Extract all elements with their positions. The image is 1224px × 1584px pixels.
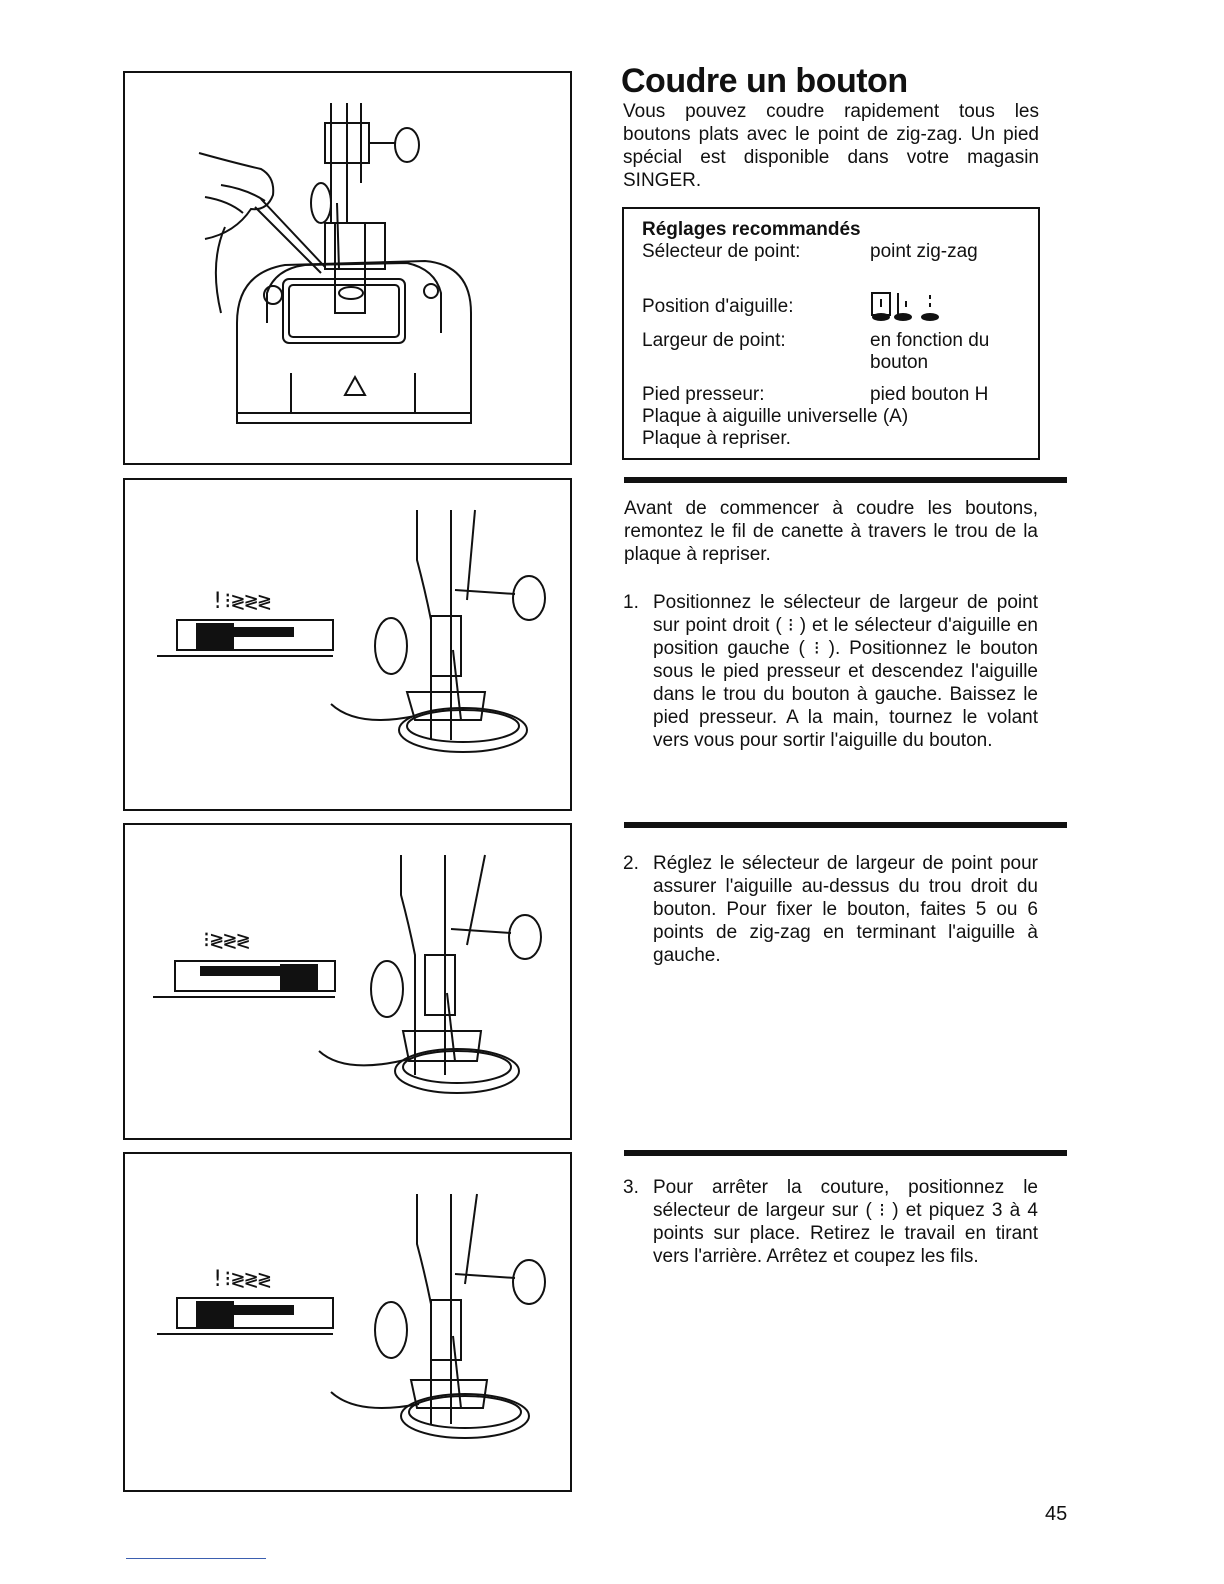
svg-text:!⁝≷≷≷: !⁝≷≷≷ bbox=[211, 589, 271, 614]
intro-paragraph: Vous pouvez coudre rapidement tous les boutons plats avec le point de zig-zag. Un pied spécial est disponible dans votre magasin SINGER. bbox=[623, 101, 1039, 191]
step-number: 3. bbox=[623, 1177, 639, 1198]
step-text: Réglez le sélecteur de largeur de point pour assurer l'aiguille au-dessus du trou droit du bouton. Pour fixer le bouton, faites 5 ou 6 points de zig-zag en terminant l'aiguille à gauche. bbox=[653, 853, 1038, 966]
stitch-width-value: en fonction du bouton bbox=[870, 330, 990, 373]
bottom-rule bbox=[126, 1558, 266, 1559]
step-text: Pour arrêter la couture, positionnez le sélecteur de largeur sur ( ⁝ ) et piquez 3 à 4 points sur place. Retirez le travail en tirant vers l'arrière. Arrêtez et coupez les fils. bbox=[653, 1177, 1038, 1267]
section-divider bbox=[624, 1150, 1067, 1156]
section-divider bbox=[624, 822, 1067, 828]
step1-drawing bbox=[125, 480, 570, 809]
section-divider bbox=[624, 477, 1067, 483]
step-number: 1. bbox=[623, 592, 639, 613]
settings-header: Réglages recommandés bbox=[642, 219, 861, 240]
needle-position-icon bbox=[870, 289, 944, 323]
needle-plate-line: Plaque à aiguille universelle (A) bbox=[642, 406, 909, 427]
step3-drawing bbox=[125, 1154, 570, 1490]
step2-illustration bbox=[123, 823, 572, 1140]
presser-foot-label: Pied presseur: bbox=[642, 384, 765, 405]
needle-position-value bbox=[870, 289, 944, 329]
stitch-width-label: Largeur de point: bbox=[642, 330, 786, 351]
needle-position-label: Position d'aiguille: bbox=[642, 296, 794, 317]
page-number: 45 bbox=[1045, 1503, 1068, 1525]
step-2 bbox=[623, 852, 1038, 967]
sewing-machine-drawing bbox=[125, 73, 570, 463]
page-title: Coudre un bouton bbox=[621, 62, 908, 100]
step3-illustration bbox=[123, 1152, 572, 1492]
stitch-selector-label: Sélecteur de point: bbox=[642, 241, 801, 262]
pre-steps-paragraph: Avant de commencer à coudre les boutons, remontez le fil de canette à travers le trou de la plaque à repriser. bbox=[624, 498, 1038, 565]
step1-illustration bbox=[123, 478, 572, 811]
svg-text:!⁝≷≷≷: !⁝≷≷≷ bbox=[211, 1267, 271, 1292]
darning-plate-illustration bbox=[123, 71, 572, 465]
step2-drawing bbox=[125, 825, 570, 1138]
step-number: 2. bbox=[623, 853, 639, 874]
stitch-selector-value: point zig-zag bbox=[870, 241, 978, 262]
svg-text:⁝≷≷≷: ⁝≷≷≷ bbox=[203, 928, 250, 953]
step-text: Positionnez le sélecteur de largeur de point sur point droit ( ⁝ ) et le sélecteur d'aiguille en position gauche ( ⁝ ). Positionnez le bouton sous le pied presseur et descendez l'aiguille dans le trou du bouton à gauche. Baissez le pied presseur. A la main, tournez le volant vers vous pour sortir l'aiguille du bouton. bbox=[653, 592, 1038, 751]
recommended-settings-box bbox=[622, 207, 1040, 460]
presser-foot-value: pied bouton H bbox=[870, 384, 989, 405]
step-1 bbox=[623, 591, 1038, 752]
darning-plate-line: Plaque à repriser. bbox=[642, 428, 791, 449]
step-3 bbox=[623, 1176, 1038, 1268]
